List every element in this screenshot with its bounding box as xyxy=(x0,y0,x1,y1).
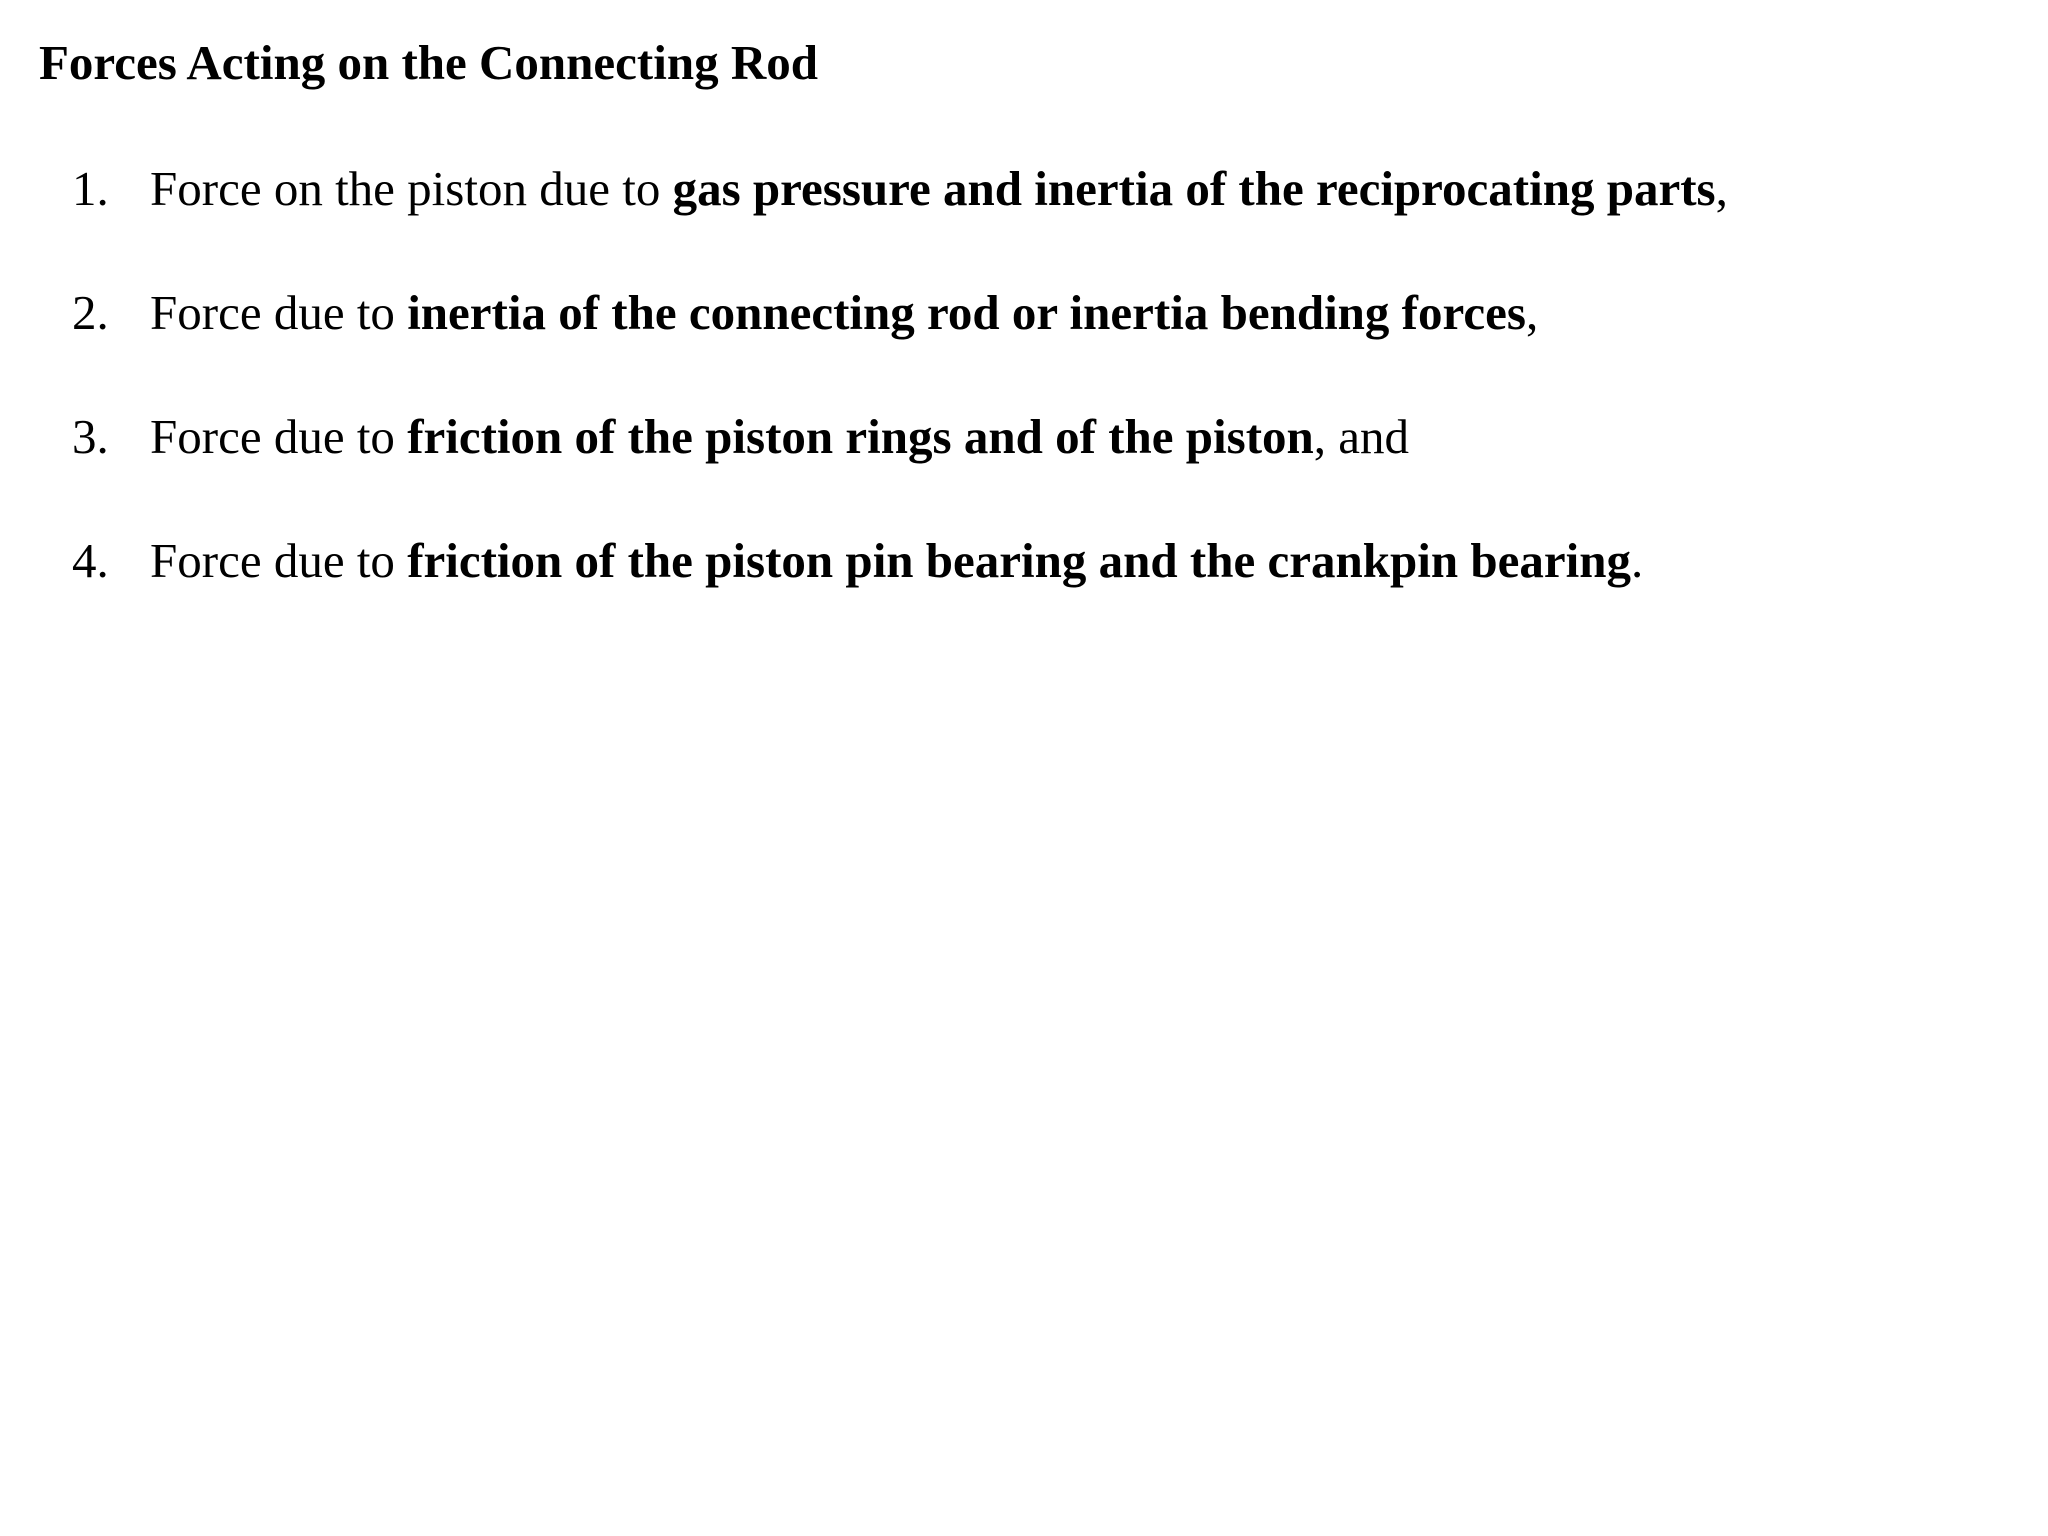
list-item-text xyxy=(150,160,1728,218)
list-item-number: 3. xyxy=(72,409,109,464)
document-title: Forces Acting on the Connecting Rod xyxy=(39,35,818,90)
list-item-suffix: . xyxy=(1630,533,1644,588)
list-item-emphasis: gas pressure and inertia of the reciprocating parts xyxy=(672,161,1716,216)
list-item-prefix: Force due to xyxy=(150,533,408,588)
list-item-text xyxy=(150,532,1643,590)
list-item-suffix: , xyxy=(1715,161,1728,216)
list-item-suffix: , and xyxy=(1313,409,1410,464)
list-item-emphasis: friction of the piston rings and of the piston xyxy=(407,409,1314,464)
list-item-number: 1. xyxy=(72,161,109,216)
list-item-suffix: , xyxy=(1525,285,1539,340)
list-item-number: 2. xyxy=(72,285,109,340)
list-item-prefix: Force due to xyxy=(150,285,408,340)
list-item-number: 4. xyxy=(72,533,109,588)
list-item-text xyxy=(150,408,1409,466)
list-item-emphasis: friction of the piston pin bearing and the crankpin bearing xyxy=(407,533,1631,588)
list-item-prefix: Force due to xyxy=(150,409,408,464)
list-item-prefix: Force on the piston due to xyxy=(150,161,673,216)
list-item-text xyxy=(150,284,1538,342)
list-item-emphasis: inertia of the connecting rod or inertia bending forces xyxy=(407,285,1526,340)
